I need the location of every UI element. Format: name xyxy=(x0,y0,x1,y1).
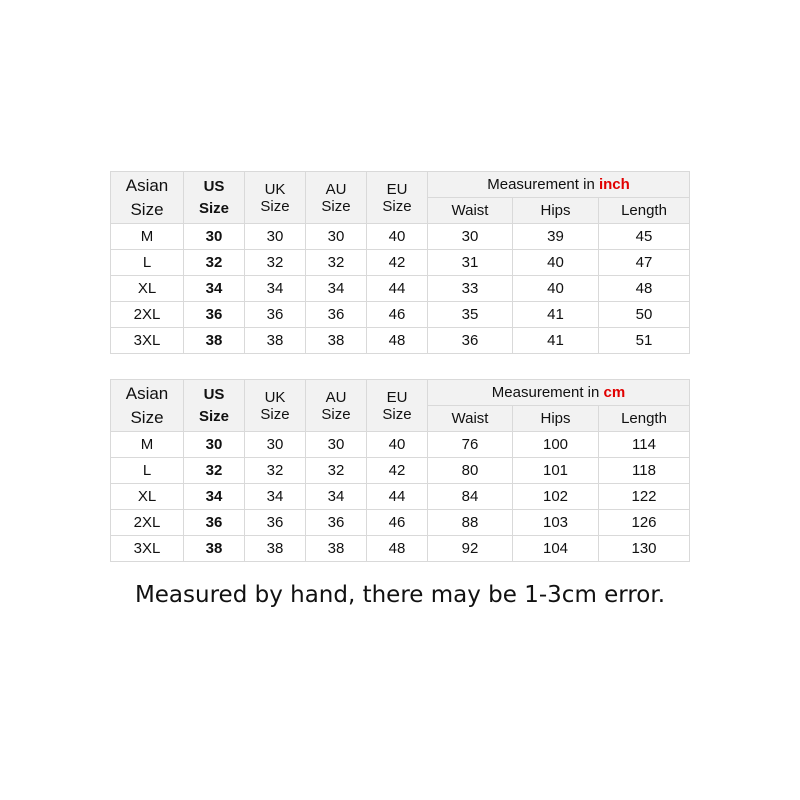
cell-au: 38 xyxy=(306,536,367,562)
cell-uk: 36 xyxy=(245,510,306,536)
header-waist: Waist xyxy=(428,198,513,224)
cell-uk: 30 xyxy=(245,432,306,458)
cell-uk: 32 xyxy=(245,250,306,276)
cell-au: 34 xyxy=(306,276,367,302)
header-asian-size: Asian Size xyxy=(111,380,184,432)
header-hips: Hips xyxy=(513,198,599,224)
cell-waist: 80 xyxy=(428,458,513,484)
cell-hips: 39 xyxy=(513,224,599,250)
header-asian-size: Asian Size xyxy=(111,172,184,224)
unit-label: inch xyxy=(598,176,630,193)
header-hips: Hips xyxy=(513,406,599,432)
header-measurement: Measurement in inch xyxy=(428,172,690,198)
table-row xyxy=(111,224,690,250)
cell-eu: 48 xyxy=(367,536,428,562)
cell-asian: L xyxy=(111,458,184,484)
cell-length: 126 xyxy=(599,510,690,536)
cell-asian: 2XL xyxy=(111,510,184,536)
cell-us: 32 xyxy=(184,250,245,276)
cell-hips: 40 xyxy=(513,276,599,302)
cell-length: 45 xyxy=(599,224,690,250)
cell-length: 51 xyxy=(599,328,690,354)
cell-au: 34 xyxy=(306,484,367,510)
cell-waist: 88 xyxy=(428,510,513,536)
header-us-size: US Size xyxy=(184,380,245,432)
cell-au: 36 xyxy=(306,510,367,536)
header-au-size: AU Size xyxy=(306,380,367,432)
cell-hips: 40 xyxy=(513,250,599,276)
cell-eu: 40 xyxy=(367,224,428,250)
cell-uk: 36 xyxy=(245,302,306,328)
cell-waist: 31 xyxy=(428,250,513,276)
cell-length: 50 xyxy=(599,302,690,328)
cell-asian: L xyxy=(111,250,184,276)
cell-hips: 41 xyxy=(513,302,599,328)
cell-asian: 2XL xyxy=(111,302,184,328)
cell-waist: 76 xyxy=(428,432,513,458)
cell-au: 36 xyxy=(306,302,367,328)
table-row xyxy=(111,458,690,484)
cell-asian: 3XL xyxy=(111,328,184,354)
cell-us: 38 xyxy=(184,328,245,354)
header-uk-size: UK Size xyxy=(245,172,306,224)
cell-us: 36 xyxy=(184,510,245,536)
table-row xyxy=(111,250,690,276)
header-au-size: AU Size xyxy=(306,172,367,224)
cell-us: 38 xyxy=(184,536,245,562)
cell-length: 118 xyxy=(599,458,690,484)
cell-au: 38 xyxy=(306,328,367,354)
unit-label: cm xyxy=(603,384,626,401)
cell-us: 30 xyxy=(184,432,245,458)
table-row xyxy=(111,510,690,536)
header-uk-size: UK Size xyxy=(245,380,306,432)
cell-asian: XL xyxy=(111,484,184,510)
cell-au: 32 xyxy=(306,458,367,484)
size-table-inch xyxy=(110,171,690,354)
cell-length: 48 xyxy=(599,276,690,302)
cell-au: 32 xyxy=(306,250,367,276)
measurement-note: Measured by hand, there may be 1-3cm error. xyxy=(134,582,666,608)
cell-eu: 44 xyxy=(367,276,428,302)
cell-uk: 38 xyxy=(245,536,306,562)
header-length: Length xyxy=(599,406,690,432)
cell-asian: M xyxy=(111,224,184,250)
header-eu-size: EU Size xyxy=(367,172,428,224)
cell-hips: 103 xyxy=(513,510,599,536)
cell-uk: 38 xyxy=(245,328,306,354)
cell-hips: 102 xyxy=(513,484,599,510)
cell-eu: 44 xyxy=(367,484,428,510)
cell-eu: 46 xyxy=(367,302,428,328)
cell-waist: 30 xyxy=(428,224,513,250)
cell-us: 34 xyxy=(184,484,245,510)
cell-waist: 84 xyxy=(428,484,513,510)
cell-eu: 46 xyxy=(367,510,428,536)
table-row xyxy=(111,302,690,328)
header-waist: Waist xyxy=(428,406,513,432)
header-measurement: Measurement in cm xyxy=(428,380,690,406)
cell-au: 30 xyxy=(306,432,367,458)
cell-au: 30 xyxy=(306,224,367,250)
table-row xyxy=(111,432,690,458)
cell-length: 130 xyxy=(599,536,690,562)
header-us-size: US Size xyxy=(184,172,245,224)
cell-waist: 92 xyxy=(428,536,513,562)
cell-us: 32 xyxy=(184,458,245,484)
cell-hips: 100 xyxy=(513,432,599,458)
cell-asian: M xyxy=(111,432,184,458)
cell-hips: 104 xyxy=(513,536,599,562)
cell-us: 30 xyxy=(184,224,245,250)
table-row xyxy=(111,484,690,510)
cell-us: 36 xyxy=(184,302,245,328)
table-row xyxy=(111,536,690,562)
cell-uk: 34 xyxy=(245,484,306,510)
cell-uk: 30 xyxy=(245,224,306,250)
size-table-cm xyxy=(110,379,690,562)
cell-eu: 42 xyxy=(367,458,428,484)
cell-eu: 42 xyxy=(367,250,428,276)
cell-length: 47 xyxy=(599,250,690,276)
cell-us: 34 xyxy=(184,276,245,302)
cell-waist: 36 xyxy=(428,328,513,354)
cell-hips: 41 xyxy=(513,328,599,354)
header-length: Length xyxy=(599,198,690,224)
table-row xyxy=(111,328,690,354)
header-eu-size: EU Size xyxy=(367,380,428,432)
cell-length: 122 xyxy=(599,484,690,510)
cell-asian: 3XL xyxy=(111,536,184,562)
cell-waist: 33 xyxy=(428,276,513,302)
cell-asian: XL xyxy=(111,276,184,302)
cell-uk: 32 xyxy=(245,458,306,484)
cell-eu: 48 xyxy=(367,328,428,354)
cell-length: 114 xyxy=(599,432,690,458)
cell-waist: 35 xyxy=(428,302,513,328)
cell-eu: 40 xyxy=(367,432,428,458)
table-row xyxy=(111,276,690,302)
cell-hips: 101 xyxy=(513,458,599,484)
cell-uk: 34 xyxy=(245,276,306,302)
